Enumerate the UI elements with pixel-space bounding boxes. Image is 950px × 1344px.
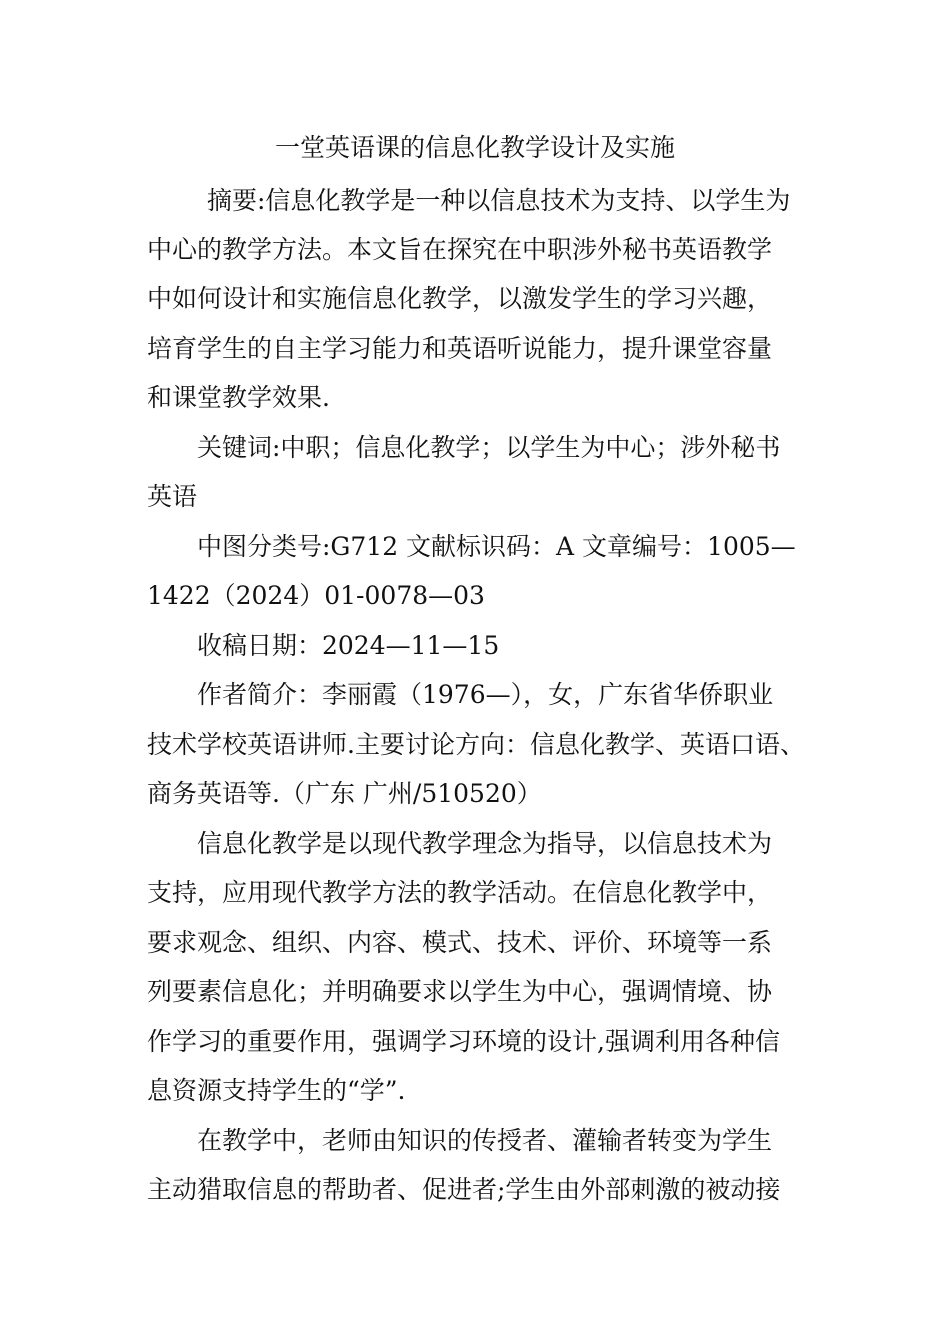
abstract-line-3: 中如何设计和实施信息化教学，以激发学生的学习兴趣， — [147, 284, 773, 313]
body-paragraph-1-line-2: 支持，应用现代教学方法的教学活动。在信息化教学中， — [147, 878, 773, 907]
body-paragraph-2-line-2: 主动猎取信息的帮助者、促进者;学生由外部刺激的被动接 — [147, 1175, 781, 1204]
body-paragraph-1-line-3: 要求观念、组织、内容、模式、技术、评价、环境等一系 — [147, 928, 773, 957]
body-paragraph-1-line-5: 作学习的重要作用，强调学习环境的设计,强调利用各种信 — [147, 1027, 780, 1056]
abstract-line-5: 和课堂教学效果. — [147, 383, 330, 412]
document-title: 一堂英语课的信息化教学设计及实施 — [274, 133, 675, 162]
author-line-1: 作者简介：李丽霞（1976—），女，广东省华侨职业 — [197, 680, 774, 709]
author-line-2: 技术学校英语讲师.主要讨论方向：信息化教学、英语口语、 — [147, 730, 805, 759]
body-paragraph-1-line-6: 息资源支持学生的“学”. — [147, 1076, 406, 1105]
abstract-line-1: 摘要:信息化教学是一种以信息技术为支持、以学生为 — [207, 186, 791, 215]
received-date-line: 收稿日期：2024—11—15 — [197, 631, 500, 660]
keywords-line-2: 英语 — [147, 482, 198, 511]
body-paragraph-2-line-1: 在教学中，老师由知识的传授者、灌输者转变为学生 — [197, 1126, 773, 1155]
body-paragraph-1-line-4: 列要素信息化；并明确要求以学生为中心，强调情境、协 — [147, 977, 773, 1006]
keywords-line-1: 关键词:中职；信息化教学；以学生为中心；涉外秘书 — [197, 433, 781, 462]
classification-line-2: 1422（2024）01-0078—03 — [147, 581, 485, 610]
abstract-line-4: 培育学生的自主学习能力和英语听说能力，提升课堂容量 — [147, 334, 773, 363]
author-line-3: 商务英语等.（广东 广州/510520） — [147, 779, 542, 808]
body-paragraph-1-line-1: 信息化教学是以现代教学理念为指导，以信息技术为 — [197, 829, 773, 858]
abstract-line-2: 中心的教学方法。本文旨在探究在中职涉外秘书英语教学 — [147, 235, 773, 264]
classification-line-1: 中图分类号:G712 文献标识码：A 文章编号：1005— — [197, 532, 796, 561]
